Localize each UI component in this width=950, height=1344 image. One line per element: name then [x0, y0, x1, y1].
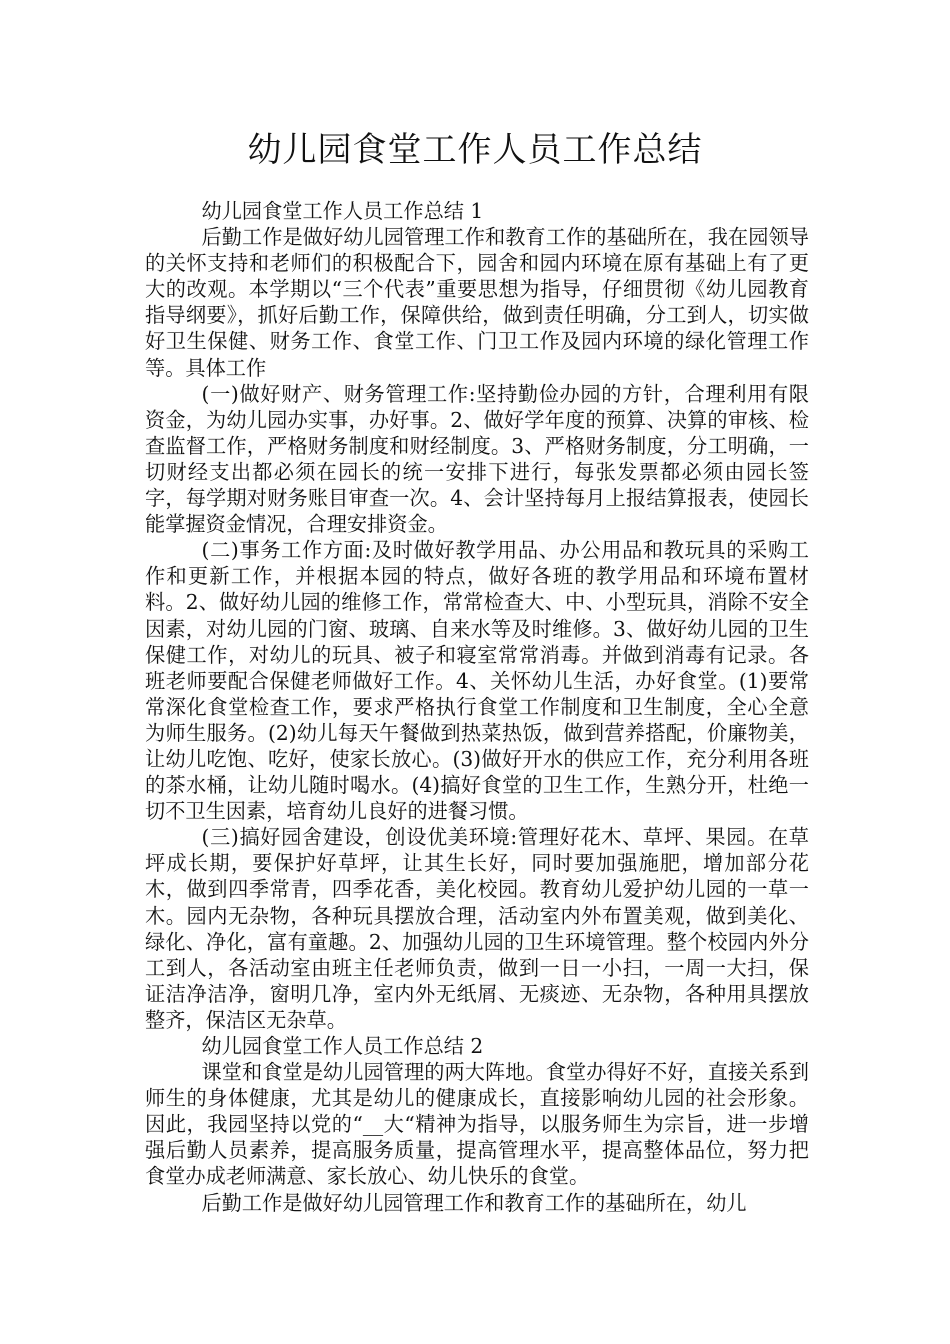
document-body [145, 198, 809, 1216]
intro-paragraph: 后勤工作是做好幼儿园管理工作和教育工作的基础所在，我在园领导的关怀支持和老师们的积极配合下，园舍和园内环境在原有基础上有了更大的改观。本学期以“三个代表”重要思想为指导，仔细贯彻《幼儿园教育指导纲要》，抓好后勤工作，保障供给，做到责任明确，分工到人，切实做好卫生保健、财务工作、食堂工作、门卫工作及园内环境的绿化管理工作等。具体工作 [145, 225, 809, 380]
document-title: 幼儿园食堂工作人员工作总结 [247, 130, 703, 170]
environment-paragraph: (三)搞好园舍建设，创设优美环境:管理好花木、草坪、果园。在草坪成长期，要保护好草坪，让其生长好，同时要加强施肥，增加部分花木，做到四季常青，四季花香，美化校园。教育幼儿爱护幼儿园的一草一木。园内无杂物，各种玩具摆放合理，活动室内外布置美观，做到美化、绿化、净化，富有童趣。2、加强幼儿园的卫生环境管理。整个校园内外分工到人，各活动室由班主任老师负责，做到一日一小扫，一周一大扫，保证洁净洁净，窗明几净，室内外无纸屑、无痰迹、无杂物，各种用具摆放整齐，保洁区无杂草。 [145, 825, 809, 1032]
section-heading-2: 幼儿园食堂工作人员工作总结 2 [201, 1034, 484, 1058]
section-heading-1: 幼儿园食堂工作人员工作总结 1 [201, 199, 484, 223]
canteen-paragraph: 课堂和食堂是幼儿园管理的两大阵地。食堂办得好不好，直接关系到师生的身体健康，尤其是幼儿的健康成长，直接影响幼儿园的社会形象。因此，我园坚持以党的“__大“精神为指导，以服务师生为宗旨，进一步增强后勤人员素养，提高服务质量，提高管理水平，提高整体品位，努力把食堂办成老师满意、家长放心、幼儿快乐的食堂。 [145, 1060, 809, 1189]
logistics-paragraph: 后勤工作是做好幼儿园管理工作和教育工作的基础所在，幼儿 [201, 1190, 747, 1215]
affairs-paragraph: (二)事务工作方面:及时做好教学用品、办公用品和教玩具的采购工作和更新工作，并根据本园的特点，做好各班的教学用品和环境布置材料。2、做好幼儿园的维修工作，常常检查大、中、小型玩具，消除不安全因素，对幼儿园的门窗、玻璃、自来水等及时维修。3、做好幼儿园的卫生保健工作，对幼儿的玩具、被子和寝室常常消毒。并做到消毒有记录。各班老师要配合保健老师做好工作。4、关怀幼儿生活，办好食堂。(1)要常常深化食堂检查工作，要求严格执行食堂工作制度和卫生制度，全心全意为师生服务。(2)幼儿每天午餐做到热菜热饭，做到营养搭配，价廉物美，让幼儿吃饱、吃好，使家长放心。(3)做好开水的供应工作，充分利用各班的茶水桶，让幼儿随时喝水。(4)搞好食堂的卫生工作，生熟分开，杜绝一切不卫生因素，培育幼儿良好的进餐习惯。 [145, 538, 809, 824]
finance-paragraph: (一)做好财产、财务管理工作:坚持勤俭办园的方针，合理利用有限资金，为幼儿园办实事，办好事。2、做好学年度的预算、决算的审核、检查监督工作，严格财务制度和财经制度。3、严格财务制度，分工明确，一切财经支出都必须在园长的统一安排下进行，每张发票都必须由园长签字，每学期对财务账目审查一次。4、会计坚持每月上报结算报表，使园长能掌握资金情况，合理安排资金。 [145, 381, 809, 537]
